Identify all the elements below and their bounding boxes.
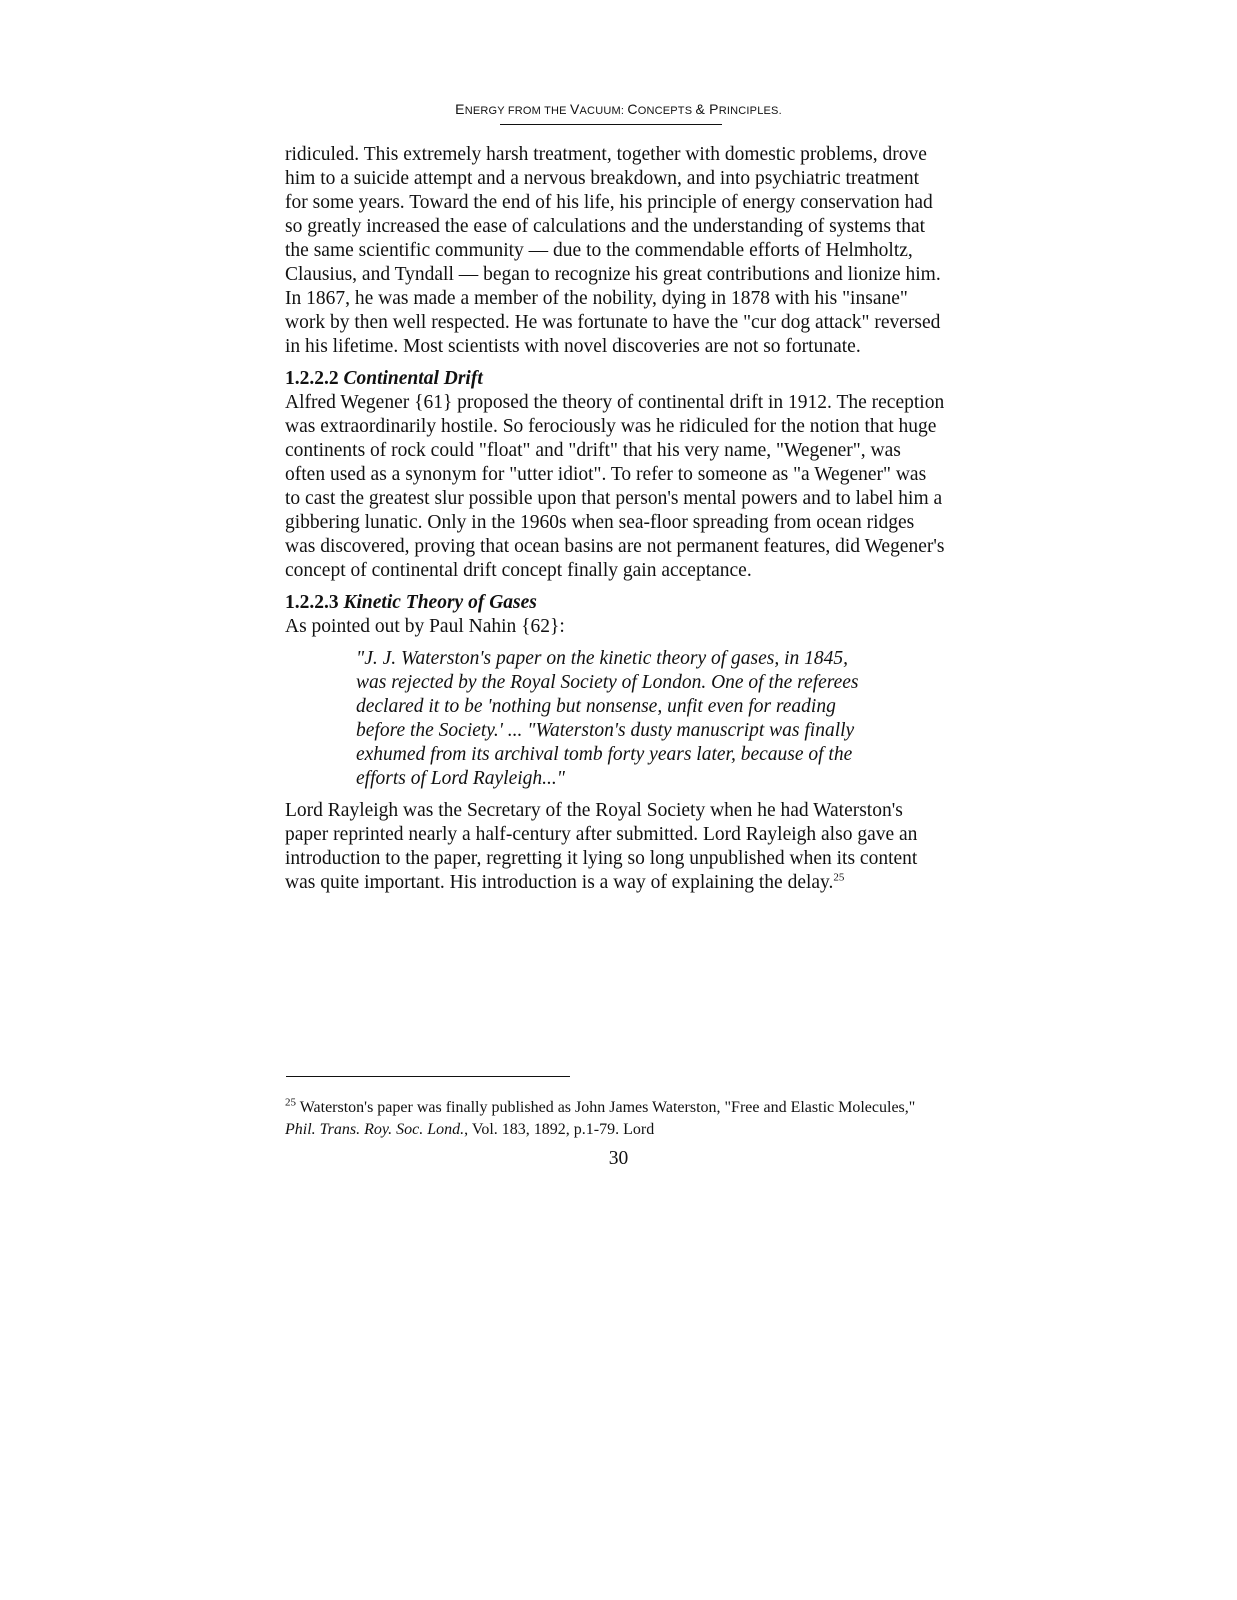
footnote-text-end: , Vol. 183, 1892, p.1-79. Lord bbox=[464, 1121, 655, 1138]
header-part: ACUUM: bbox=[579, 105, 628, 117]
section-number: 1.2.2.2 bbox=[285, 368, 344, 389]
header-part: E bbox=[455, 101, 465, 117]
header-part: P bbox=[709, 101, 719, 117]
header-rule bbox=[500, 124, 722, 125]
paragraph-mayer-continued: ridiculed. This extremely harsh treatment, together with domestic problems, drove him to a suicide attempt and a nervous breakdown, and into psychiatric treatment for some years. Toward the end of his life, his principle of energy conservation had so greatly increased the ease of calculations and the understanding of systems that the same scientific community — due to the commendable efforts of Helmholtz, Clausius, and Tyndall — began to recognize his great contributions and lionize him. In 1867, he was made a member of the nobility, dying in 1878 with his "insane" work by then well respected. He was fortunate to have the "cur dog attack" reversed in his lifetime. Most scientists with novel discoveries are not so fortunate. bbox=[285, 144, 941, 357]
footnote-separator bbox=[286, 1076, 570, 1077]
footnote-text: Waterston's paper was finally published as John James Waterston, "Free and Elastic Molecules," bbox=[296, 1099, 916, 1116]
footnote bbox=[285, 1097, 925, 1141]
section-heading-kinetic-theory bbox=[285, 591, 945, 615]
page-number: 30 bbox=[608, 1148, 629, 1169]
paragraph-wegener: Alfred Wegener {61} proposed the theory of continental drift in 1912. The reception was extraordinarily hostile. So ferociously was he ridiculed for the notion that huge continents of rock could "float" and "drift" that his very name, "Wegener", was often used as a synonym for "utter idiot". To refer to someone as "a Wegener" was to cast the greatest slur possible upon that person's mental powers and to label him a gibbering lunatic. Only in the 1960s when sea-floor spreading from ocean ridges was discovered, proving that ocean basins are not permanent features, did Wegener's concept of continental drift concept finally gain acceptance. bbox=[285, 392, 945, 581]
section-title: Continental Drift bbox=[343, 368, 483, 389]
page-body bbox=[285, 143, 945, 895]
header-part: NERGY FROM THE bbox=[464, 105, 570, 117]
paragraph-rayleigh bbox=[285, 799, 945, 895]
section-heading-continental-drift bbox=[285, 367, 945, 391]
paragraph-rayleigh-text: Lord Rayleigh was the Secretary of the Royal Society when he had Waterston's paper reprinted nearly a half-century after submitted. Lord Rayleigh also gave an introduction to the paper, regretting it lying so long unpublished when its content was quite important. His introduction is a way of explaining the delay. bbox=[285, 800, 918, 893]
header-part: RINCIPLES. bbox=[718, 105, 782, 117]
footnote-journal: Phil. Trans. Roy. Soc. Lond. bbox=[285, 1121, 465, 1138]
header-part: V bbox=[569, 101, 580, 117]
header-part: C bbox=[627, 101, 638, 117]
header-part: & bbox=[695, 101, 710, 117]
block-quote-nahin: "J. J. Waterston's paper on the kinetic theory of gases, in 1845, was rejected by the Royal Society of London. One of the referees declared it to be 'nothing but nonsense, unfit even for reading before the Society.' ... "Waterston's dusty manuscript was finally exhumed from its archival tomb forty years later, because of the efforts of Lord Rayleigh..." bbox=[356, 648, 859, 789]
paragraph-nahin-intro: As pointed out by Paul Nahin {62}: bbox=[285, 616, 565, 637]
footnote-marker: 25 bbox=[285, 1096, 296, 1109]
footnote-reference[interactable]: 25 bbox=[833, 871, 845, 884]
running-header bbox=[0, 101, 1237, 117]
section-number: 1.2.2.3 bbox=[285, 592, 344, 613]
section-title: Kinetic Theory of Gases bbox=[343, 592, 537, 613]
header-part: ONCEPTS bbox=[637, 105, 696, 117]
